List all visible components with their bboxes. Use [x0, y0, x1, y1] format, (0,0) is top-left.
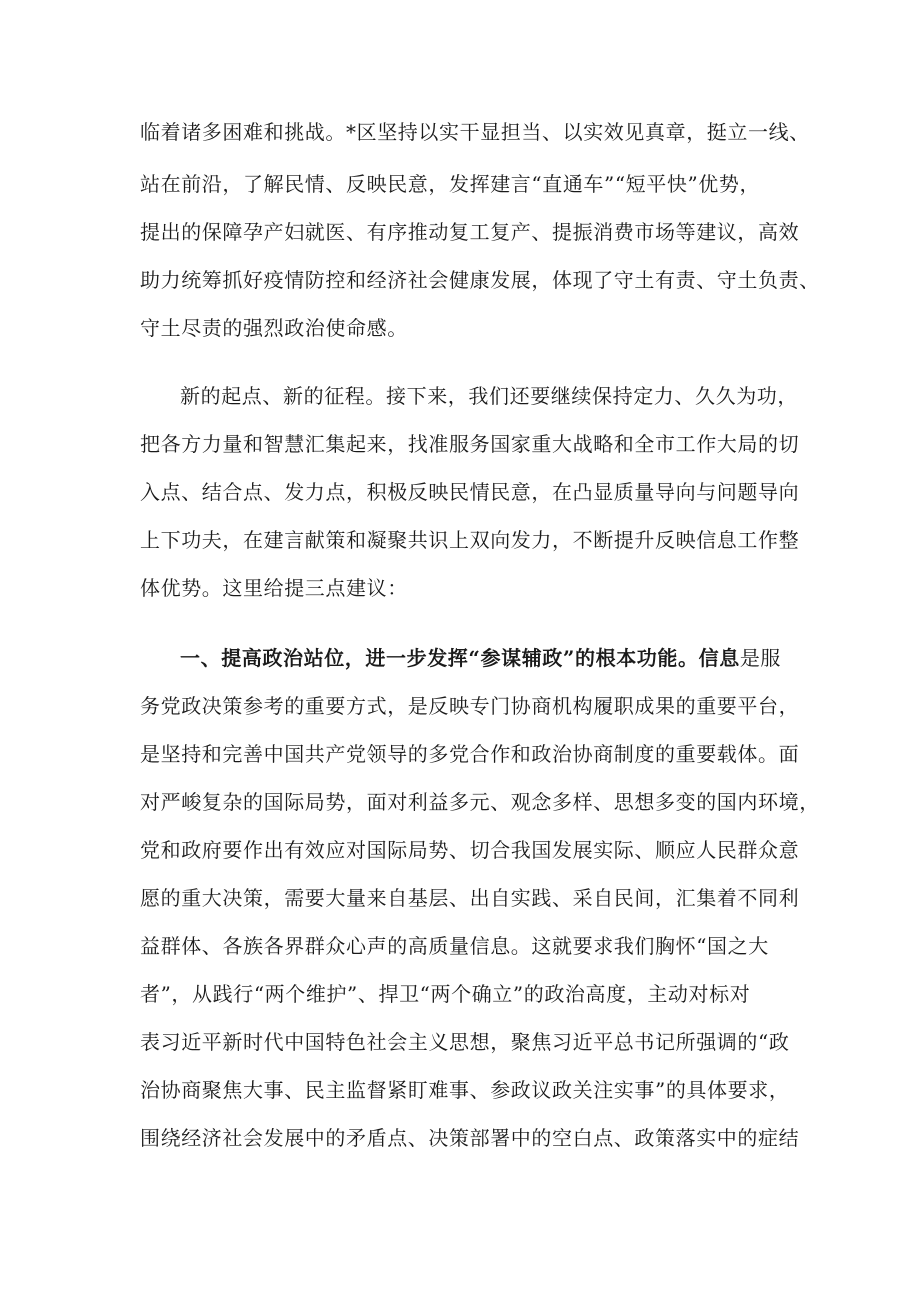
- paragraph-3-line-6: 愿的重大决策，需要大量来自基层、出自实践、采自民间，汇集着不同利: [140, 886, 800, 910]
- paragraph-3-line-4: 对严峻复杂的国际局势，面对利益多元、观念多样、思想多变的国内环境，: [140, 790, 820, 814]
- paragraph-1-line-4: 助力统筹抓好疫情防控和经济社会健康发展，体现了守土有责、守土负责、: [140, 268, 820, 292]
- paragraph-3-line-3: 是坚持和完善中国共产党领导的多党合作和政治协商制度的重要载体。面: [140, 742, 800, 766]
- section-heading-tail: 是服: [739, 646, 782, 670]
- paragraph-3-line-1: [180, 644, 800, 672]
- paragraph-2-line-4: 上下功夫，在建言献策和凝聚共识上双向发力，不断提升反映信息工作整: [140, 528, 800, 552]
- paragraph-3-line-8: 者”，从践行“两个维护”、捍卫“两个确立”的政治高度，主动对标对: [140, 982, 751, 1006]
- paragraph-3-line-5: 党和政府要作出有效应对国际局势、切合我国发展实际、顺应人民群众意: [140, 838, 800, 862]
- paragraph-1-line-5: 守土尽责的强烈政治使命感。: [140, 316, 408, 340]
- paragraph-1-line-3: 提出的保障孕产妇就医、有序推动复工复产、提振消费市场等建议，高效: [140, 220, 800, 244]
- paragraph-2-line-5: 体优势。这里给提三点建议：: [140, 576, 408, 600]
- paragraph-1-line-2: 站在前沿，了解民情、反映民意，发挥建言“直通车”“短平快”优势，: [140, 172, 761, 196]
- paragraph-3-line-11: 围绕经济社会发展中的矛盾点、决策部署中的空白点、政策落实中的症结: [140, 1126, 800, 1150]
- paragraph-3-line-10: 治协商聚焦大事、民主监督紧盯难事、参政议政关注实事”的具体要求，: [140, 1078, 790, 1102]
- paragraph-3-line-7: 益群体、各族各界群众心声的高质量信息。这就要求我们胸怀“国之大: [140, 934, 769, 958]
- section-heading: 一、提高政治站位，进一步发挥“参谋辅政”的根本功能。信息: [180, 646, 740, 670]
- paragraph-3-line-9: 表习近平新时代中国特色社会主义思想，聚焦习近平总书记所强调的“政: [140, 1030, 790, 1054]
- paragraph-2-line-1: 新的起点、新的征程。接下来，我们还要继续保持定力、久久为功，: [180, 384, 798, 408]
- paragraph-1-line-1: 临着诸多困难和挑战。*区坚持以实干显担当、以实效见真章，挺立一线、: [140, 120, 810, 144]
- paragraph-2-line-3: 入点、结合点、发力点，积极反映民情民意，在凸显质量导向与问题导向: [140, 480, 800, 504]
- paragraph-3-line-2: 务党政决策参考的重要方式，是反映专门协商机构履职成果的重要平台，: [140, 694, 800, 718]
- paragraph-2-line-2: 把各方力量和智慧汇集起来，找准服务国家重大战略和全市工作大局的切: [140, 432, 800, 456]
